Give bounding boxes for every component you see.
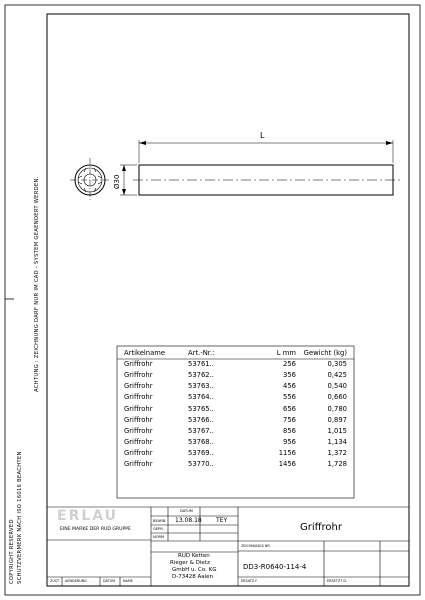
copyright-note: COPYRIGHT RESERVED <box>9 519 15 584</box>
company-line-3: GmbH u. Co. KG <box>172 567 217 573</box>
cell-name: Griffrohr <box>124 449 153 458</box>
cell-name: Griffrohr <box>124 426 153 435</box>
cell-length: 1456 <box>278 460 296 469</box>
protection-note: SCHUTZVERMERK NACH ISO 16016 BEACHTEN <box>17 451 23 584</box>
cad-warning-note: ACHTUNG : ZEICHNUNG DARF NUR IM CAD - SYSTEM GEAENDERT WERDEN. <box>34 176 40 392</box>
label-drawing-number: ZEICHNUNGS NR. <box>241 544 271 548</box>
row-label-gepr: GEPR. <box>153 527 164 531</box>
table-row <box>117 414 354 425</box>
cell-name: Griffrohr <box>124 438 153 447</box>
length-dimension <box>139 140 393 163</box>
table-row <box>117 392 354 403</box>
cell-weight: 0,425 <box>327 370 347 379</box>
label-replaced-by: ERSETZT D. <box>327 579 348 583</box>
drawing-title: Griffrohr <box>300 522 342 533</box>
label-replacement-for: ERSATZ F. <box>241 579 258 583</box>
cell-number: 53768.. <box>188 438 214 447</box>
bottom-label-status: ZUST. <box>50 579 60 583</box>
cell-number: 53761.. <box>188 359 214 368</box>
table-row <box>117 381 354 392</box>
cell-weight: 1,728 <box>327 460 347 469</box>
cell-name: Griffrohr <box>124 404 153 413</box>
bottom-label-name: NAME <box>123 579 133 583</box>
row-label-norm: NORM <box>153 535 165 539</box>
drawn-name: TEY <box>216 517 228 524</box>
diameter-dimension-label: Ø30 <box>113 174 121 189</box>
cell-name: Griffrohr <box>124 370 153 379</box>
length-dimension-label: L <box>260 131 265 140</box>
header-article-name: Artikelname <box>124 348 166 357</box>
table-row <box>117 358 354 369</box>
col-label-date: DATUM <box>180 509 193 513</box>
row-label-bearb: BEARB. <box>153 519 167 523</box>
cell-length: 956 <box>283 438 296 447</box>
cell-weight: 0,540 <box>327 382 347 391</box>
cell-weight: 1,015 <box>327 426 347 435</box>
cell-length: 656 <box>283 404 296 413</box>
company-line-2: Rieger & Dietz <box>170 560 210 566</box>
cell-name: Griffrohr <box>124 393 153 402</box>
cell-number: 53763.. <box>188 382 214 391</box>
cell-length: 856 <box>283 426 296 435</box>
header-weight: Gewicht (kg) <box>303 348 347 357</box>
cell-length: 456 <box>283 382 296 391</box>
bottom-label-change: AENDERUNG <box>65 579 87 583</box>
cell-number: 53765.. <box>188 404 214 413</box>
cell-length: 356 <box>283 370 296 379</box>
cell-name: Griffrohr <box>124 415 153 424</box>
brand-tagline: EINE MARKE DER RUD GRUPPE <box>60 527 131 532</box>
table-header-row <box>117 347 354 358</box>
header-length: L mm <box>276 348 296 357</box>
table-row <box>117 403 354 414</box>
cell-name: Griffrohr <box>124 359 153 368</box>
tube-side-view <box>133 165 400 195</box>
cell-weight: 0,305 <box>327 359 347 368</box>
drawn-date: 13.08.18 <box>175 517 202 524</box>
table-row <box>117 425 354 436</box>
company-line-4: D-73428 Aalen <box>172 574 213 580</box>
cell-weight: 1,372 <box>327 449 347 458</box>
cell-number: 53762.. <box>188 370 214 379</box>
cell-name: Griffrohr <box>124 460 153 469</box>
cell-name: Griffrohr <box>124 382 153 391</box>
drawing-frame <box>47 14 409 586</box>
tube-end-view <box>70 158 110 202</box>
cell-weight: 0,660 <box>327 393 347 402</box>
sheet-border <box>5 5 420 595</box>
cell-number: 53767.. <box>188 426 214 435</box>
cell-number: 53764.. <box>188 393 214 402</box>
parts-table <box>117 347 354 470</box>
bottom-label-date: DATUM <box>103 579 116 583</box>
table-row <box>117 448 354 459</box>
table-row <box>117 369 354 380</box>
cell-weight: 0,897 <box>327 415 347 424</box>
erlau-logo: ERLAU <box>57 508 119 524</box>
table-row <box>117 459 354 470</box>
cell-weight: 1,134 <box>327 438 347 447</box>
company-line-1: RUD Ketten <box>178 553 210 559</box>
cell-length: 1156 <box>278 449 296 458</box>
cell-length: 256 <box>283 359 296 368</box>
drawing-number: DD3-R0640-114-4 <box>243 563 307 571</box>
cell-length: 756 <box>283 415 296 424</box>
cell-number: 53769.. <box>188 449 214 458</box>
cell-length: 556 <box>283 393 296 402</box>
cell-number: 53770.. <box>188 460 214 469</box>
table-row <box>117 437 354 448</box>
cell-number: 53766.. <box>188 415 214 424</box>
header-article-number: Art.-Nr.: <box>188 348 215 357</box>
cell-weight: 0,780 <box>327 404 347 413</box>
